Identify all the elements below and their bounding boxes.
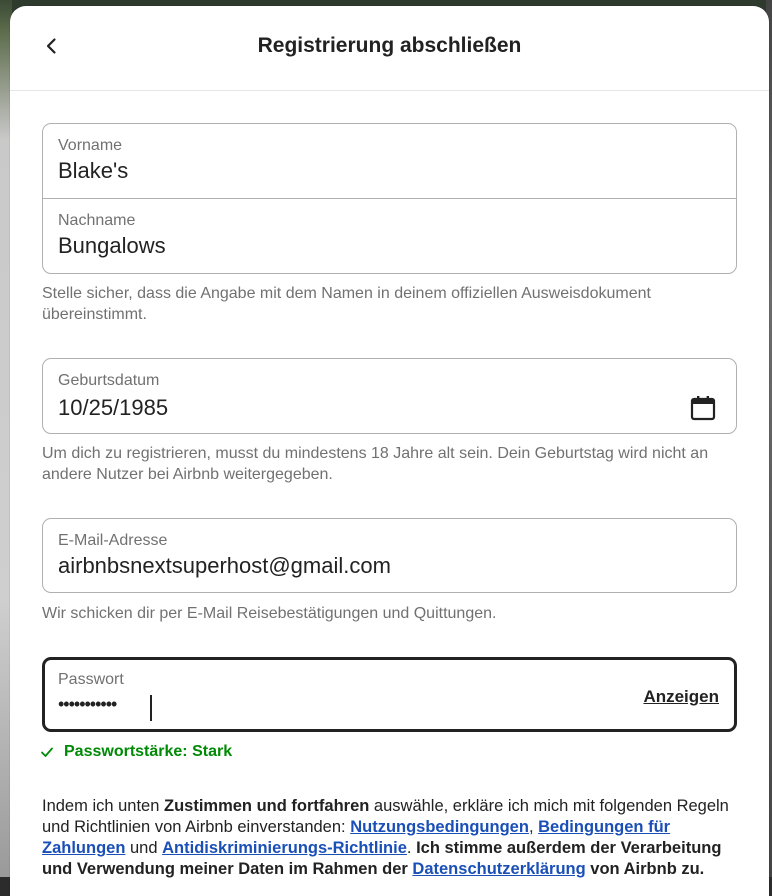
payment-terms-link[interactable]: Bedingungen für Zahlungen [42,818,671,857]
birthdate-label: Geburtsdatum [58,372,160,389]
birthdate-value: 10/25/1985 [58,395,169,420]
terms-text [42,796,742,880]
text-caret [150,695,152,721]
first-name-field[interactable] [43,124,736,199]
nondiscrimination-policy-link[interactable]: Antidiskriminierungs-Richtlinie [162,839,407,857]
calendar-icon[interactable] [690,395,716,421]
terms-part: und [125,839,163,857]
password-field[interactable] [42,657,737,732]
privacy-policy-link[interactable]: Datenschutzerklärung [412,860,586,878]
terms-bold-consent-end: von Airbnb zu. [585,860,705,878]
name-field-group [42,123,737,274]
email-value: airbnbsnextsuperhost@gmail.com [58,553,391,578]
email-helper-text: Wir schicken dir per E-Mail Reisebestätigungen und Quittungen. [42,605,497,622]
email-label: E-Mail-Adresse [58,532,168,549]
last-name-value: Bungalows [58,233,166,258]
first-name-value: Blake's [58,158,129,183]
password-strength-text: Passwortstärke: Stark [64,743,233,760]
terms-part: . [406,839,417,857]
show-password-button[interactable]: Anzeigen [643,687,719,706]
last-name-label: Nachname [58,212,136,229]
modal-title: Registrierung abschließen [257,34,522,57]
terms-part: Indem ich unten [42,797,164,815]
birthdate-helper-text: Um dich zu registrieren, musst du mindestens 18 Jahre alt sein. Dein Geburtstag wird nicht an andere Nutzer bei Airbnb weitergegeben. [42,445,709,483]
modal-header [10,6,769,91]
last-name-field[interactable] [43,199,736,273]
name-helper-text: Stelle sicher, dass die Angabe mit dem Namen in deinem offiziellen Ausweisdokument übereinstimmt. [42,285,651,323]
terms-part: auswähle, erkläre ich mich mit folgenden Regeln und Richtlinien von Airbnb einverstanden: [42,797,729,836]
password-value: ••••••••••• [58,694,117,714]
checkmark-icon [40,745,54,759]
first-name-label: Vorname [58,137,123,154]
password-label: Passwort [58,671,124,688]
terms-bold-cta: Zustimmen und fortfahren [164,797,370,815]
signup-modal [10,6,769,896]
email-field[interactable] [42,518,737,593]
terms-separator: , [528,818,539,836]
password-strength [40,743,232,761]
birthdate-field[interactable] [42,358,737,434]
terms-of-service-link[interactable]: Nutzungsbedingungen [350,818,529,836]
terms-bold-consent: Ich stimme außerdem der Verarbeitung und Verwendung meiner Daten im Rahmen der [42,839,722,878]
